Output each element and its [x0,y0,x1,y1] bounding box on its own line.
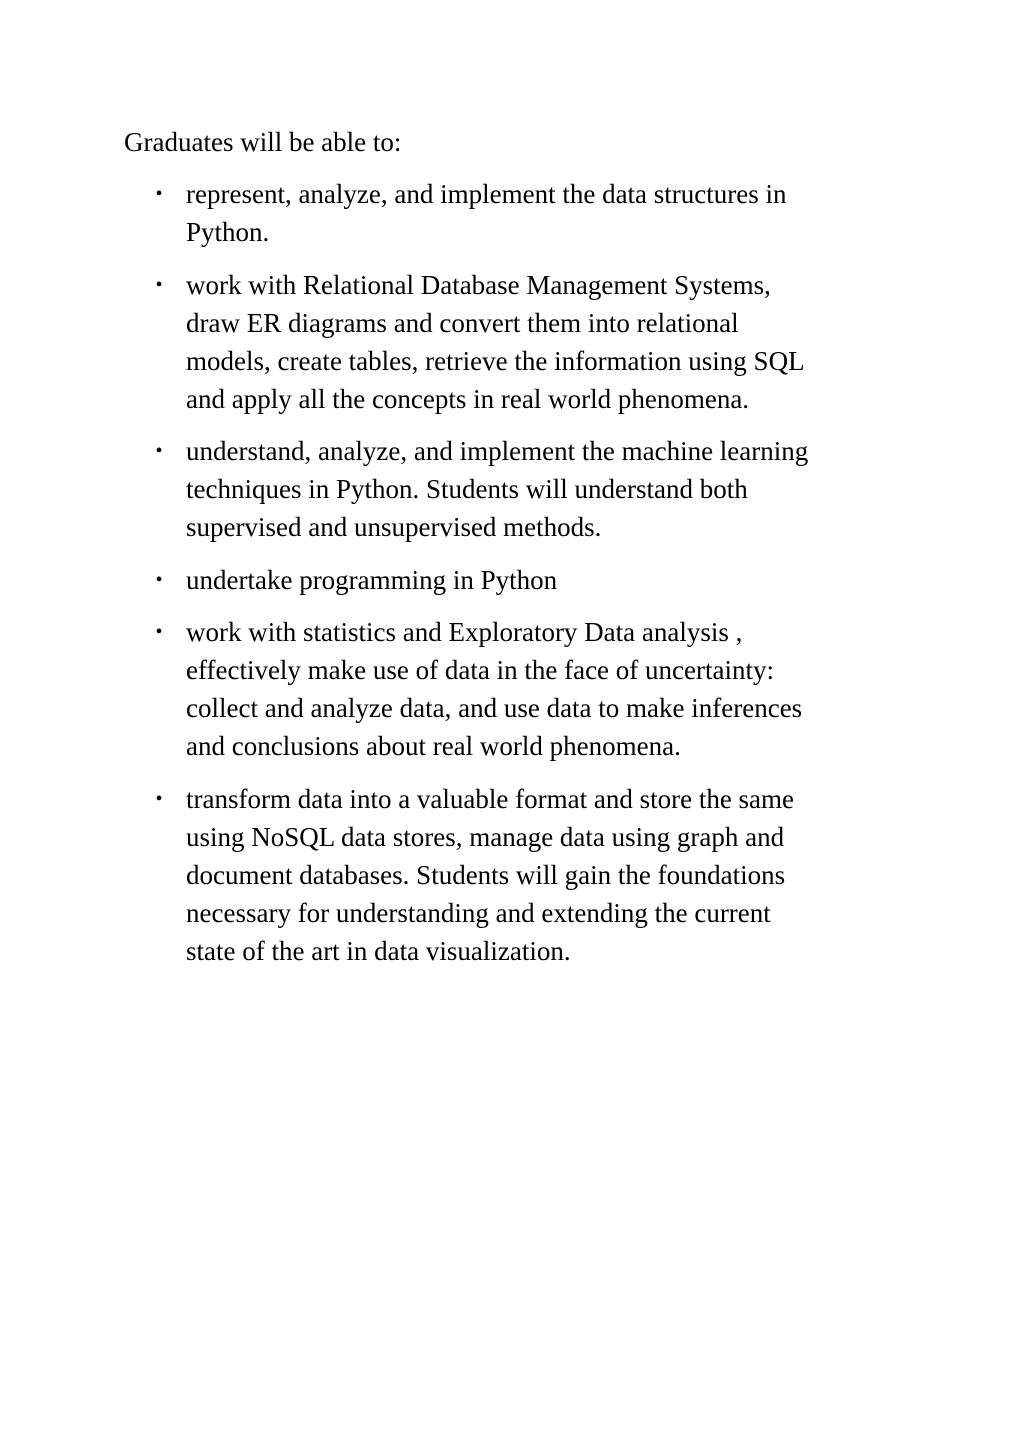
list-item [155,432,902,546]
outcome-text-line: necessary for understanding and extending the current [186,897,771,928]
outcome-text-line: work with Relational Database Management Systems, [186,269,771,300]
outcome-text-line: work with statistics and Exploratory Data analysis , [186,617,743,647]
list-item [155,561,902,599]
outcome-text-line: undertake programming in Python [186,564,558,595]
outcome-text-line: using NoSQL data stores, manage data using graph and [186,821,785,852]
outcome-text-line: techniques in Python. Students will understand both [186,474,748,504]
list-item [155,780,902,970]
outcome-text-line: transform data into a valuable format and store the same [186,783,795,814]
intro-text: Graduates will be able to: [124,127,402,157]
bullet-icon: • [155,440,163,462]
outcome-text-line: draw ER diagrams and convert them into relational [186,307,739,338]
outcome-text-line: understand, analyze, and implement the machine learning [186,436,809,466]
list-item [155,266,902,418]
bullet-icon: • [155,568,163,591]
list-item [155,175,902,251]
outcome-text-line: collect and analyze data, and use data to make inferences [186,693,803,723]
outcome-text-line: state of the art in data visualization. [186,935,571,966]
outcome-text-line: represent, analyze, and implement the data structures in [186,179,787,209]
bullet-icon: • [155,273,163,296]
list-item [155,613,902,765]
bullet-icon: • [155,787,163,810]
outcome-text-line: models, create tables, retrieve the information using SQL [186,345,805,376]
outcome-text-line: supervised and unsupervised methods. [186,512,602,542]
outcome-text-line: and conclusions about real world phenomena. [186,731,681,761]
bullet-icon: • [155,183,163,205]
outcome-text-line: Python. [186,217,270,247]
learning-outcomes-list [155,175,902,984]
outcome-text-line: document databases. Students will gain the foundations [186,859,786,890]
bullet-icon: • [155,621,163,643]
outcome-text-line: effectively make use of data in the face of uncertainty: [186,655,774,685]
outcome-text-line: and apply all the concepts in real world phenomena. [186,383,750,414]
